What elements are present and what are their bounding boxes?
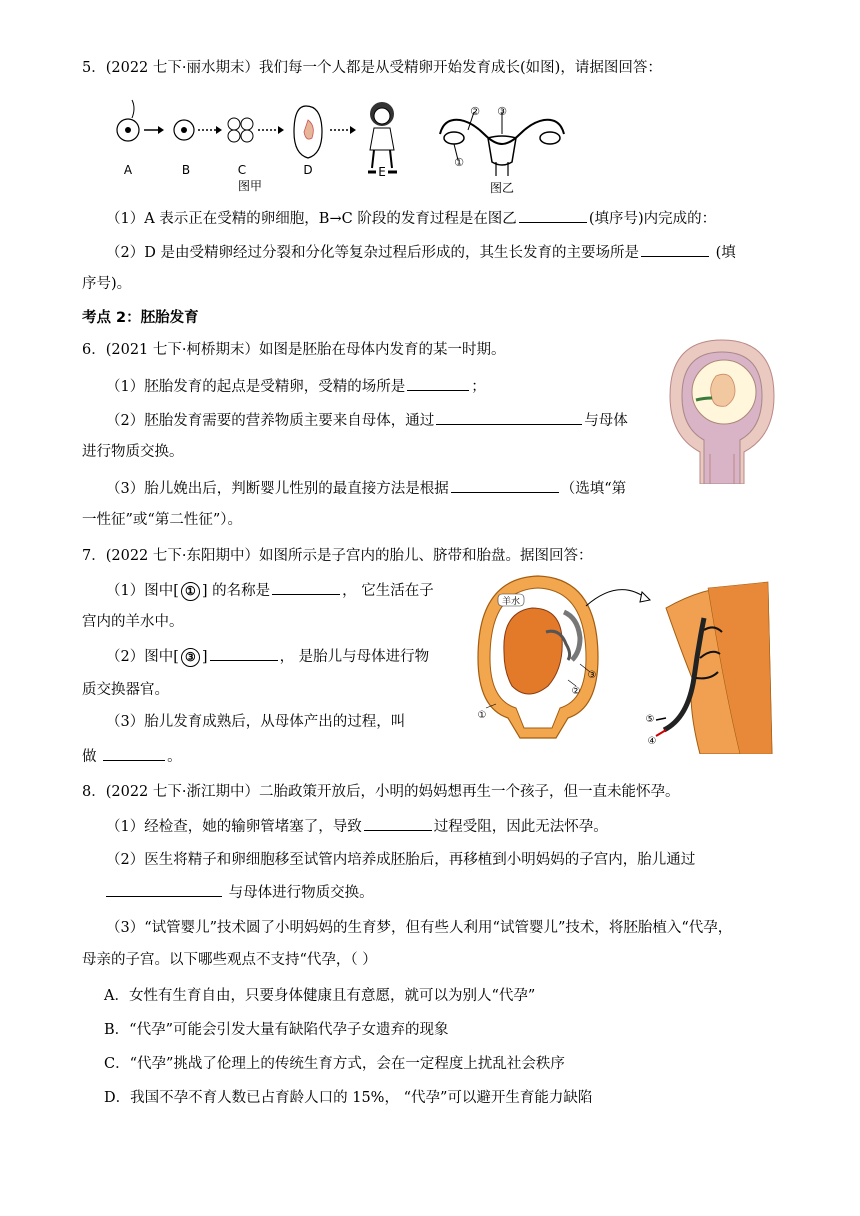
marker-2: ② bbox=[571, 686, 581, 697]
marker-1: ① bbox=[477, 710, 487, 721]
amniotic-fluid-label: 羊水 bbox=[501, 597, 521, 607]
q8-option-c[interactable]: C．“代孕”挑战了伦理上的传统生育方式，会在一定程度上扰乱社会秩序 bbox=[104, 1056, 565, 1072]
label-a: A bbox=[123, 163, 133, 177]
marker-5: ⑤ bbox=[645, 714, 655, 725]
q7-figure-fetus-umbilical-placenta bbox=[468, 568, 778, 754]
q5-blank-1[interactable] bbox=[519, 208, 587, 223]
fig-jia-caption: 图甲 bbox=[237, 179, 263, 193]
q8-part2: （2）医生将精子和卵细胞移至试管内培养成胚胎后，再移植到小明妈妈的子宫内，胎儿通过 bbox=[106, 852, 696, 868]
q8-part3: （3）“试管婴儿”技术圆了小明妈妈的生育梦，但有些人利用“试管婴儿”技术，将胚胎植入“代孕， bbox=[106, 920, 733, 936]
q5-figure-jia bbox=[110, 96, 410, 196]
q6-part1: （1）胚胎发育的起点是受精卵，受精的场所是 ； bbox=[106, 376, 486, 397]
label-d: D bbox=[303, 163, 313, 177]
stage-e-child-icon bbox=[368, 102, 397, 172]
q7-blank-1[interactable] bbox=[272, 580, 340, 595]
q8-option-a[interactable]: A．女性有生育自由，只要身体健康且有意愿，就可以为别人“代孕” bbox=[104, 988, 536, 1004]
q7-stem: 7．(2022 七下·东阳期中）如图所示是子宫内的胎儿、脐带和胎盘。据图回答： bbox=[82, 548, 593, 564]
placenta-detail bbox=[656, 582, 772, 754]
q7-part1: （1）图中[ ① ] 的名称是 ， 它生活在子 bbox=[106, 580, 434, 601]
q8-stem: 8．(2022 七下·浙江期中）二胎政策开放后，小明的妈妈想再生一个孩子，但一直未能怀孕。 bbox=[82, 784, 680, 800]
q7-part3: （3）胎儿发育成熟后，从母体产出的过程，叫 bbox=[106, 714, 406, 730]
q6-part2: （2）胚胎发育需要的营养物质主要来自母体，通过 与母体 bbox=[106, 410, 628, 431]
q8-option-b[interactable]: B．“代孕”可能会引发大量有缺陷代孕子女遗弃的现象 bbox=[104, 1022, 449, 1038]
stage-b-zygote bbox=[174, 120, 194, 140]
marker-2: ② bbox=[470, 105, 480, 118]
marker-3: ③ bbox=[587, 670, 597, 681]
q6-part3: （3）胎儿娩出后，判断婴儿性别的最直接方法是根据 （选填“第 bbox=[106, 478, 626, 499]
q7-blank-3[interactable] bbox=[103, 746, 165, 761]
q5-part1: （1）A 表示正在受精的卵细胞，B→C 阶段的发育过程是在图乙 (填序号)内完成的： bbox=[106, 208, 716, 229]
q5-figure-yi bbox=[432, 104, 572, 196]
q8-part3-cont: 母亲的子宫。以下哪些观点不支持“代孕，（ ） bbox=[82, 952, 377, 968]
q6-stem: 6．(2021 七下·柯桥期末）如图是胚胎在母体内发育的某一时期。 bbox=[82, 342, 506, 358]
q5-stem: 5．(2022 七下·丽水期末）我们每一个人都是从受精卵开始发育成长(如图)，请据图回答： bbox=[82, 60, 662, 76]
section-title: 考点 2：胚胎发育 bbox=[82, 310, 199, 326]
q6-blank-3[interactable] bbox=[451, 478, 559, 493]
q7-part2-cont: 质交换器官。 bbox=[82, 682, 169, 698]
q7-part1-cont: 宫内的羊水中。 bbox=[82, 614, 184, 630]
q7-blank-2[interactable] bbox=[210, 646, 278, 661]
q5-blank-2[interactable] bbox=[641, 242, 709, 257]
q8-blank-1[interactable] bbox=[364, 816, 432, 831]
q8-part1: （1）经检查，她的输卵管堵塞了，导致 过程受阻，因此无法怀孕。 bbox=[106, 816, 608, 837]
stage-c-cleavage bbox=[228, 118, 253, 142]
label-b: B bbox=[181, 163, 191, 177]
q5-part2-cont: 序号)。 bbox=[82, 276, 132, 292]
q8-part2-cont: 与母体进行物质交换。 bbox=[104, 882, 374, 903]
circled-number-1: ① bbox=[181, 582, 200, 601]
uterus-diagram bbox=[478, 576, 598, 738]
marker-3: ③ bbox=[497, 105, 507, 118]
q6-figure-fetus-in-uterus bbox=[660, 336, 784, 484]
q6-blank-1[interactable] bbox=[407, 376, 469, 391]
q6-blank-2[interactable] bbox=[436, 410, 582, 425]
circled-number-3: ③ bbox=[181, 648, 200, 667]
q6-part2-cont: 进行物质交换。 bbox=[82, 444, 184, 460]
q8-option-d[interactable]: D．我国不孕不育人数已占育龄人口的 15%， “代孕”可以避开生育能力缺陷 bbox=[104, 1090, 593, 1106]
fig-yi-caption: 图乙 bbox=[489, 181, 515, 195]
stage-a-fertilizing-egg bbox=[117, 100, 139, 141]
stage-d-embryo bbox=[294, 106, 322, 158]
label-c: C bbox=[237, 163, 247, 177]
q7-part2: （2）图中[ ③ ] ， 是胎儿与母体进行物 bbox=[106, 646, 429, 667]
q8-blank-2[interactable] bbox=[106, 882, 222, 897]
label-e: E bbox=[378, 165, 386, 179]
marker-4: ④ bbox=[647, 736, 657, 747]
q7-part3-cont: 做 。 bbox=[82, 746, 182, 767]
q5-part2: （2）D 是由受精卵经过分裂和分化等复杂过程后形成的，其生长发育的主要场所是 (填 bbox=[106, 242, 736, 263]
marker-1: ① bbox=[454, 156, 464, 169]
q6-part3-cont: 一性征”或“第二性征”）。 bbox=[82, 512, 242, 528]
